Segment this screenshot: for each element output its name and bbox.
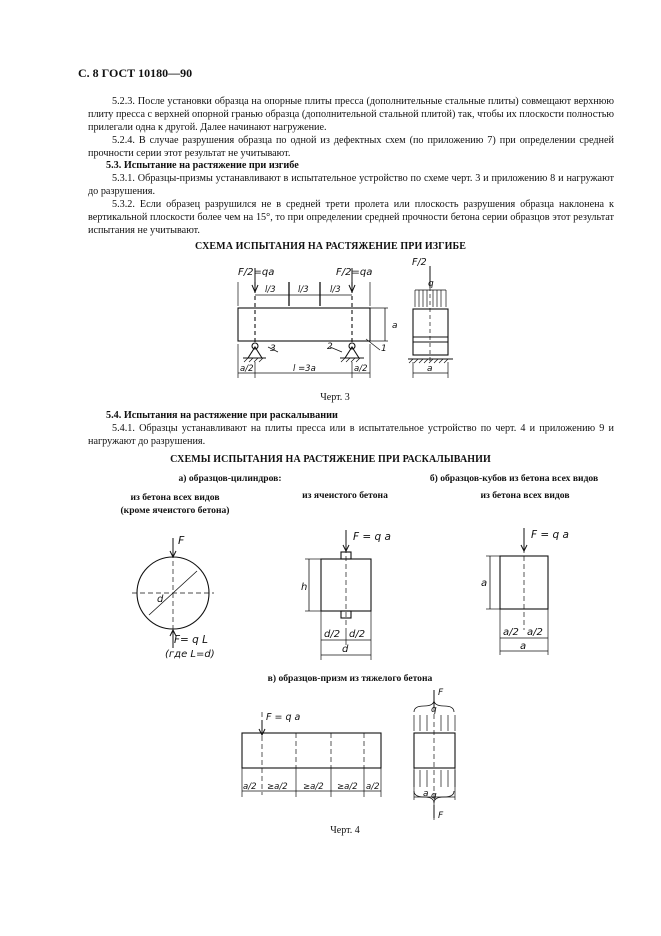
fig4-side-F-bottom: F (438, 811, 444, 821)
fig4-side-a: a (423, 789, 429, 799)
fig4-prism-d2: ≥a/2 (267, 782, 288, 792)
fig4-prism-d1: a/2 (243, 782, 257, 792)
fig4-cyl2-d2b: d/2 (349, 629, 366, 640)
figure3-caption: Черт. 3 (320, 392, 350, 403)
fig3-beam (238, 308, 370, 341)
fig3-height-label: a (392, 321, 398, 331)
figure4-group-a: а) образцов-цилиндров: (178, 473, 282, 484)
figure4-sub-cyl1-line2: (кроме ячеистого бетона) (120, 505, 230, 516)
fig3-load-right-label: F/2=qa (336, 267, 373, 278)
fig4-prism-F: F = q a (266, 712, 301, 723)
fig4-cyl2-F: F = q a (353, 531, 391, 543)
paragraph-5-3-2: 5.3.2. Если образец разрушился не в средней трети пролета или плоскость разрушения образца наклонена к вертикальной плоскости более чем на 15°, то при определении средней прочности бетона серии образцов этот результат испытания не учитывают. (88, 199, 614, 236)
figure4-caption: Черт. 4 (330, 825, 360, 836)
fig4-cube-F: F = q a (531, 529, 569, 541)
fig3-side-section (413, 309, 448, 355)
fig3-dim-a-right-label: a/2 (354, 364, 368, 374)
fig3-side-width-label: a (427, 364, 433, 374)
fig4-cyl-F-bottom: F= q L (174, 634, 209, 646)
fig4-cube-a2a: a/2 (503, 627, 519, 638)
fig3-dim-a-left-label: a/2 (240, 364, 254, 374)
page-header: С. 8 ГОСТ 10180—90 (78, 66, 193, 80)
fig3-callout-1: 1 (381, 344, 387, 354)
fig4-cyl-note: (где L=d) (165, 649, 215, 660)
fig3-third2-label: l/3 (298, 285, 309, 295)
fig4-prism (242, 733, 381, 768)
figure4-group-b: б) образцов-кубов из бетона всех видов (429, 473, 599, 484)
fig4-cyl-F-top: F (178, 534, 185, 547)
fig4-cyl2-d2a: d/2 (324, 629, 341, 640)
fig3-dim-span-label: l =3a (293, 364, 316, 374)
paragraph-5-3-1: 5.3.1. Образцы-призмы устанавливают в испытательное устройство по схеме черт. 3 и приложению 8 и нагружают до разрушения. (88, 173, 614, 197)
paragraph-5-2-3: 5.2.3. После установки образца на опорные плиты пресса (дополнительные стальные плиты) совмещают верхнюю плиту пресса с верхней опорной гранью образца (дополнительной стальной плитой) так, чтобы их плоскости полностью прилегали одна к другой. Далее начинают нагружение. (88, 96, 614, 133)
figure4-sub-cyl1-line1: из бетона всех видов (130, 492, 220, 503)
figure4-sub-cyl2: из ячеистого бетона (302, 490, 388, 501)
fig4-prism-side (414, 733, 455, 768)
figure4-group-c: в) образцов-призм из тяжелого бетона (267, 673, 433, 684)
fig3-third3-label: l/3 (330, 285, 341, 295)
fig4-cube-a-bottom: a (520, 641, 527, 652)
fig4-side-q-bottom: q (431, 791, 437, 801)
fig4-side-q-top: q (431, 705, 437, 715)
fig3-load-left-label: F/2=qa (238, 267, 275, 278)
fig3-callout-2: 2 (327, 342, 333, 352)
paragraph-5-4-1: 5.4.1. Образцы устанавливают на плиты пресса или в испытательное устройство по черт. 4 и приложению 9 и нагружают до разрушения. (88, 423, 614, 447)
fig3-third1-label: l/3 (265, 285, 276, 295)
fig4-cyl2-d: d (342, 644, 349, 655)
paragraph-5-2-4: 5.2.4. В случае разрушения образца по одной из дефектных схем (по приложению 7) при определении средней прочности серии этот результат не учитывают. (88, 135, 614, 159)
fig4-cube-a2b: a/2 (527, 627, 543, 638)
section-5-3-heading: 5.3. Испытание на растяжение при изгибе (106, 160, 299, 171)
fig4-cyl-d: d (157, 594, 164, 605)
fig4-prism-d3: ≥a/2 (303, 782, 324, 792)
fig4-side-F-top: F (438, 688, 444, 698)
fig4-cube-a: a (481, 578, 488, 589)
fig4-prism-d4: ≥a/2 (337, 782, 358, 792)
fig3-q-side-label: q (428, 279, 434, 289)
fig3-load-side-label: F/2 (412, 257, 427, 268)
fig4-cyl2-h: h (301, 582, 308, 593)
section-5-4-heading: 5.4. Испытания на растяжение при раскалывании (106, 410, 338, 421)
fig3-callout-3: 3 (270, 344, 276, 354)
figure4-sub-cube: из бетона всех видов (480, 490, 570, 501)
figure4-title: СХЕМЫ ИСПЫТАНИЯ НА РАСТЯЖЕНИЕ ПРИ РАСКАЛЫВАНИИ (170, 454, 491, 465)
fig4-prism-d5: a/2 (366, 782, 380, 792)
figure3-title: СХЕМА ИСПЫТАНИЯ НА РАСТЯЖЕНИЕ ПРИ ИЗГИБЕ (195, 241, 466, 252)
